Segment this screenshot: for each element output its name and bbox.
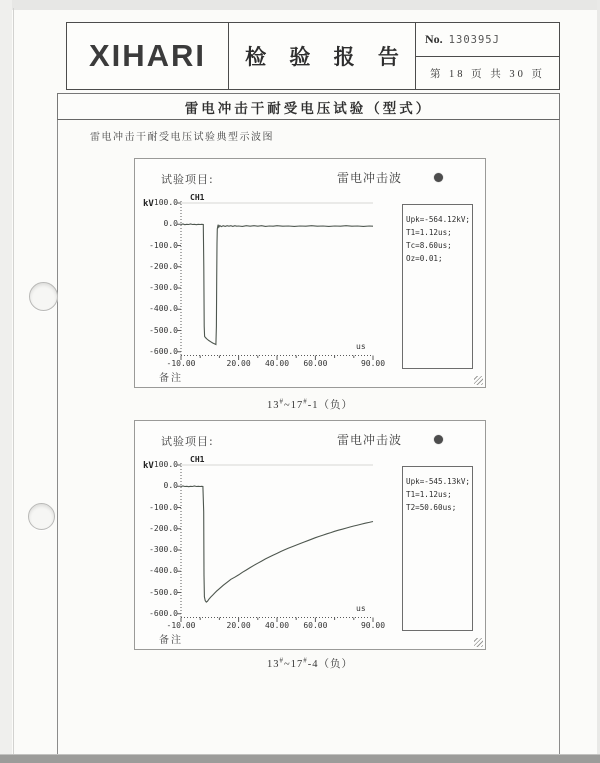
y-tick-label: -300.0 [149, 283, 178, 292]
report-no-label: No. [425, 32, 443, 46]
x-tick-label: 60.00 [303, 359, 328, 368]
y-tick-label: 100.0 [153, 460, 178, 469]
subtitle: 雷电冲击干耐受电压试验典型示波图 [90, 132, 274, 143]
y-tick-label: -400.0 [149, 566, 178, 576]
y-unit-label: kV [143, 461, 154, 471]
scan-edge-top [0, 0, 600, 10]
oscillogram-full-wave [134, 420, 486, 650]
report-number-cell [416, 23, 559, 89]
channel-label: CH1 [190, 455, 205, 464]
waveform-plot [135, 159, 487, 389]
waveform-trace [181, 486, 373, 602]
x-tick-label: -10.00 [166, 621, 196, 630]
scan-edge-left [0, 0, 12, 763]
y-tick-label: -200.0 [149, 523, 178, 533]
remark-label: 备注 [159, 373, 183, 384]
figure-caption-2: 13#~17#-4（负） [267, 656, 353, 670]
x-tick-label: 40.00 [264, 359, 290, 368]
x-tick-label: 20.00 [226, 359, 251, 368]
measurement-line: T1=1.12us; [406, 228, 452, 237]
y-tick-label: 0.0 [163, 219, 178, 229]
y-tick-label: -400.0 [149, 304, 178, 314]
oscillogram-chopped-wave [134, 158, 486, 388]
measurement-line: Upk=-564.12kV; [406, 215, 471, 224]
figure-caption-1: 13#~17#-1（负） [267, 397, 353, 411]
y-tick-label: 100.0 [153, 198, 178, 207]
y-tick-label: -100.0 [149, 502, 178, 512]
waveform-title: 雷电冲击波 [337, 171, 403, 185]
y-tick-label: -200.0 [149, 261, 178, 271]
measurement-line: T2=50.60us; [406, 503, 457, 512]
channel-label: CH1 [190, 193, 205, 202]
x-tick-label: 60.00 [303, 621, 328, 630]
report-header-table [66, 22, 560, 90]
x-unit-label: us [356, 342, 366, 351]
x-tick-label: 40.00 [264, 621, 290, 630]
y-tick-label: -500.0 [149, 587, 178, 597]
measurement-line: Oz=0.01; [406, 254, 443, 263]
x-tick-label: 90.00 [360, 359, 386, 368]
punch-hole [28, 503, 55, 530]
test-item-label: 试验项目: [161, 173, 214, 186]
xihari-logo: XIHARI [67, 23, 229, 89]
report-title: 检 验 报 告 [229, 23, 416, 89]
measurement-line: Upk=-545.13kV; [406, 477, 471, 486]
measurement-line: Tc=8.60us; [406, 241, 452, 250]
y-tick-label: -300.0 [149, 545, 178, 554]
waveform-title: 雷电冲击波 [337, 433, 403, 447]
y-tick-label: 0.0 [163, 481, 178, 491]
y-tick-label: -100.0 [149, 240, 178, 250]
waveform-plot [135, 421, 487, 651]
measurement-line: T1=1.12us; [406, 490, 452, 499]
paper-edge-line [13, 8, 14, 758]
y-tick-label: -600.0 [149, 346, 178, 356]
x-tick-label: 20.00 [226, 621, 251, 630]
y-tick-label: -600.0 [149, 608, 178, 618]
report-no-value: 130395J [448, 33, 500, 46]
punch-hole [29, 282, 58, 311]
x-unit-label: us [356, 604, 366, 613]
waveform-trace [181, 224, 373, 345]
remark-label: 备注 [159, 635, 183, 646]
section-title: 雷电冲击干耐受电压试验（型式） [57, 93, 560, 120]
scan-edge-bottom [0, 754, 600, 763]
x-tick-label: 90.00 [360, 621, 386, 630]
test-item-label: 试验项目: [161, 435, 214, 448]
y-tick-label: -500.0 [149, 325, 178, 335]
y-unit-label: kV [143, 199, 154, 209]
x-tick-label: -10.00 [166, 359, 196, 368]
page-info: 第 18 页 共 30 页 [429, 68, 546, 80]
